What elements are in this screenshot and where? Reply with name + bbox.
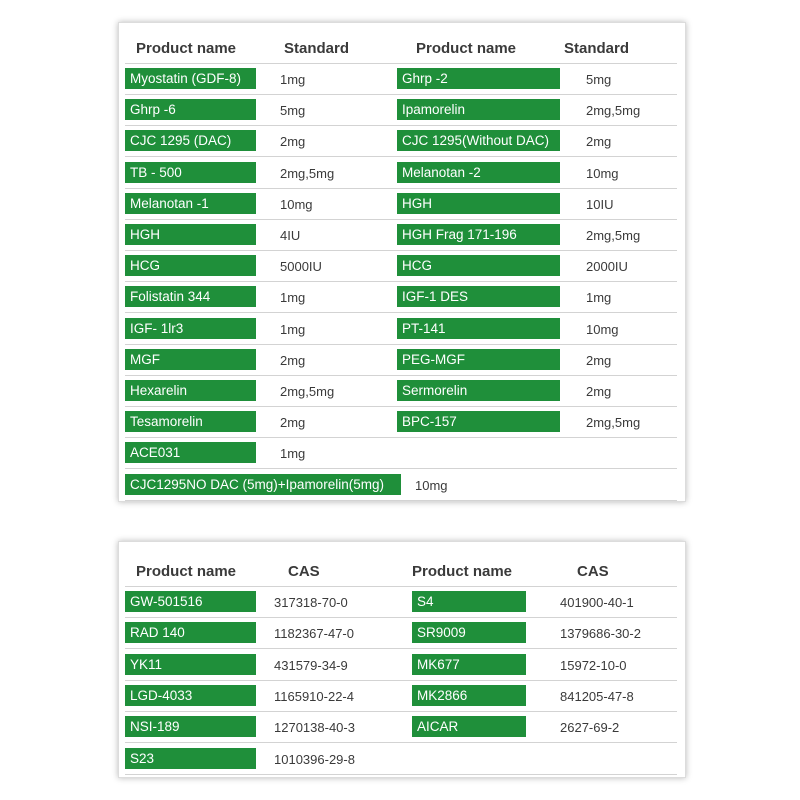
product-name-cell: YK11 [125, 654, 256, 675]
product-name-cell: MK2866 [412, 685, 526, 706]
row-divider [125, 742, 677, 743]
product-name-cell: CJC 1295(Without DAC) [397, 130, 560, 151]
row-divider [125, 375, 677, 376]
standard-value: 10mg [586, 165, 619, 181]
row-divider [125, 586, 677, 587]
cas-value: 1270138-40-3 [274, 720, 355, 736]
row-divider [125, 94, 677, 95]
cas-value: 401900-40-1 [560, 595, 634, 610]
standard-value: 2mg,5mg [280, 384, 335, 399]
standard-value: 10mg [280, 196, 313, 212]
standard-value: 2000IU [586, 259, 628, 275]
product-name-cell: Tesamorelin [125, 411, 256, 432]
header-standard-left: Standard [284, 40, 350, 57]
row-divider [125, 281, 677, 282]
row-divider [125, 312, 677, 313]
product-name-cell: IGF-1 DES [397, 286, 560, 307]
product-name-cell: Melanotan -2 [397, 162, 560, 183]
row-divider [125, 648, 677, 649]
product-name-cell: HCG [397, 255, 560, 276]
product-name-cell: HGH [397, 193, 560, 214]
product-name-cell: Melanotan -1 [125, 193, 256, 214]
header-cas-left: CAS [288, 563, 320, 580]
product-name-cell: AICAR [412, 716, 526, 737]
standard-value: 1mg [280, 446, 306, 462]
product-name-cell: BPC-157 [397, 411, 560, 432]
product-name-cell: S23 [125, 748, 256, 769]
cas-value: 317318-70-0 [274, 595, 348, 610]
product-name-cell: RAD 140 [125, 622, 256, 643]
row-divider [125, 250, 677, 251]
product-name-cell: HGH [125, 224, 256, 245]
standard-table-panel [118, 22, 686, 502]
row-divider [125, 437, 677, 438]
standard-value: 10mg [586, 321, 619, 337]
product-name-cell: Ipamorelin [397, 99, 560, 120]
standard-value: 2mg,5mg [586, 103, 641, 119]
standard-value: 2mg,5mg [586, 415, 641, 431]
product-name-cell: Myostatin (GDF-8) [125, 68, 256, 89]
header-standard-right: Standard [564, 40, 630, 57]
header-product-name-right: Product name [412, 563, 513, 580]
standard-value: 10mg [415, 477, 448, 493]
row-divider [125, 125, 677, 126]
row-divider [125, 344, 677, 345]
standard-value: 1mg [280, 72, 306, 87]
product-name-cell: ACE031 [125, 442, 256, 463]
row-divider [125, 500, 677, 501]
standard-value: 2mg,5mg [280, 165, 335, 181]
cas-value: 1010396-29-8 [274, 751, 355, 767]
product-name-cell: GW-501516 [125, 591, 256, 612]
cas-value: 1165910-22-4 [274, 688, 354, 704]
product-name-cell: PT-141 [397, 318, 560, 339]
product-name-cell: Sermorelin [397, 380, 560, 401]
row-divider [125, 188, 677, 189]
row-divider [125, 406, 677, 407]
product-name-cell: IGF- 1lr3 [125, 318, 256, 339]
row-divider [125, 711, 677, 712]
standard-value: 1mg [280, 321, 306, 337]
product-name-cell: MGF [125, 349, 256, 370]
header-product-name-right: Product name [416, 40, 517, 57]
standard-value: 5000IU [280, 259, 322, 275]
product-name-cell: TB - 500 [125, 162, 256, 183]
row-divider [125, 156, 677, 157]
product-name-cell: S4 [412, 591, 526, 612]
product-name-cell: HCG [125, 255, 256, 276]
row-divider [125, 617, 677, 618]
cas-value: 841205-47-8 [560, 688, 634, 704]
header-product-name-left: Product name [136, 563, 237, 580]
standard-value: 2mg [586, 134, 612, 150]
row-divider [125, 774, 677, 775]
standard-value: 5mg [586, 72, 612, 87]
standard-value: 2mg [586, 384, 612, 399]
product-name-cell: CJC 1295 (DAC) [125, 130, 256, 151]
cas-value: 1182367-47-0 [274, 626, 354, 642]
product-name-cell: PEG-MGF [397, 349, 560, 370]
product-name-cell: LGD-4033 [125, 685, 256, 706]
standard-value: 1mg [586, 290, 612, 306]
cas-value: 1379686-30-2 [560, 626, 641, 642]
combo-product-name-cell: CJC1295NO DAC (5mg)+Ipamorelin(5mg) [125, 474, 401, 495]
cas-table-panel [118, 541, 686, 778]
standard-value: 1mg [280, 290, 306, 306]
product-name-cell: Ghrp -2 [397, 68, 560, 89]
row-divider [125, 63, 677, 64]
product-name-cell: SR9009 [412, 622, 526, 643]
header-cas-right: CAS [577, 563, 609, 580]
product-name-cell: Ghrp -6 [125, 99, 256, 120]
row-divider [125, 468, 677, 469]
standard-value: 5mg [280, 103, 306, 119]
standard-value: 2mg [280, 352, 306, 368]
product-name-cell: MK677 [412, 654, 526, 675]
product-name-cell: Hexarelin [125, 380, 256, 401]
standard-value: 2mg [586, 352, 612, 368]
row-divider [125, 219, 677, 220]
product-name-cell: NSI-189 [125, 716, 256, 737]
cas-value: 431579-34-9 [274, 657, 348, 673]
standard-value: 2mg [280, 134, 306, 150]
standard-value: 10IU [586, 196, 614, 212]
header-product-name-left: Product name [136, 40, 237, 57]
cas-value: 15972-10-0 [560, 657, 627, 673]
standard-value: 2mg,5mg [586, 228, 641, 243]
product-name-cell: HGH Frag 171-196 [397, 224, 560, 245]
product-name-cell: Folistatin 344 [125, 286, 256, 307]
row-divider [125, 680, 677, 681]
cas-value: 2627-69-2 [560, 720, 620, 736]
standard-value: 2mg [280, 415, 306, 431]
standard-value: 4IU [280, 228, 301, 243]
